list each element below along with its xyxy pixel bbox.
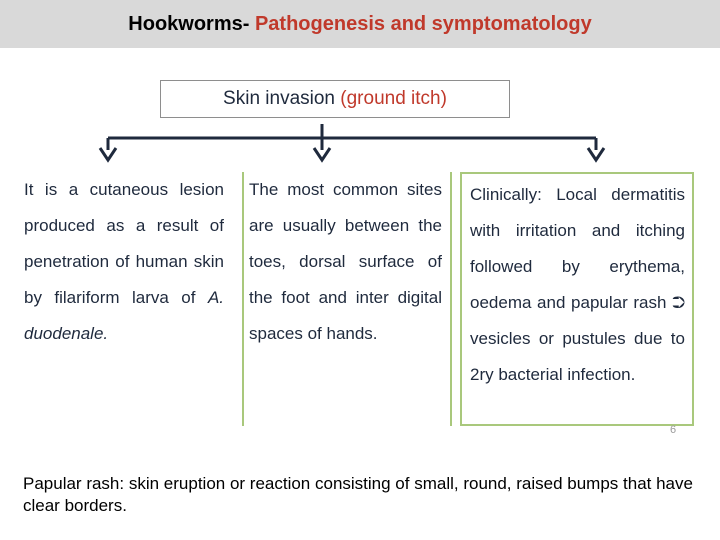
sites-text: The most common sites are usually between the toes, dorsal surface of the foot and inter digital spaces of hands.	[249, 180, 442, 343]
arrow-icon: ⮊	[672, 293, 685, 312]
subtitle-main: Skin invasion	[223, 88, 335, 109]
clinical-lead: Clinically: Local dermatitis with irritation and itching followed by erythema, oedema and papular rash	[470, 185, 685, 312]
definition-text: It is a cutaneous lesion produced as a result of penetration of human skin by filariform larva of	[24, 180, 224, 307]
page-number: 6	[670, 424, 677, 436]
column-sites	[249, 172, 442, 426]
title-sub: Pathogenesis and symptomatology	[254, 13, 592, 35]
column-clinical	[460, 172, 694, 426]
footnote: Papular rash: skin eruption or reaction consisting of small, round, raised bumps that have clear borders.	[23, 474, 693, 515]
subtitle-accent: (ground itch)	[340, 88, 447, 109]
title-main: Hookworms-	[128, 13, 250, 35]
column-definition	[24, 172, 224, 426]
clinical-rest: vesicles or pustules due to 2ry bacterial infection.	[470, 329, 685, 384]
species-name: A. duodenale.	[24, 288, 224, 343]
